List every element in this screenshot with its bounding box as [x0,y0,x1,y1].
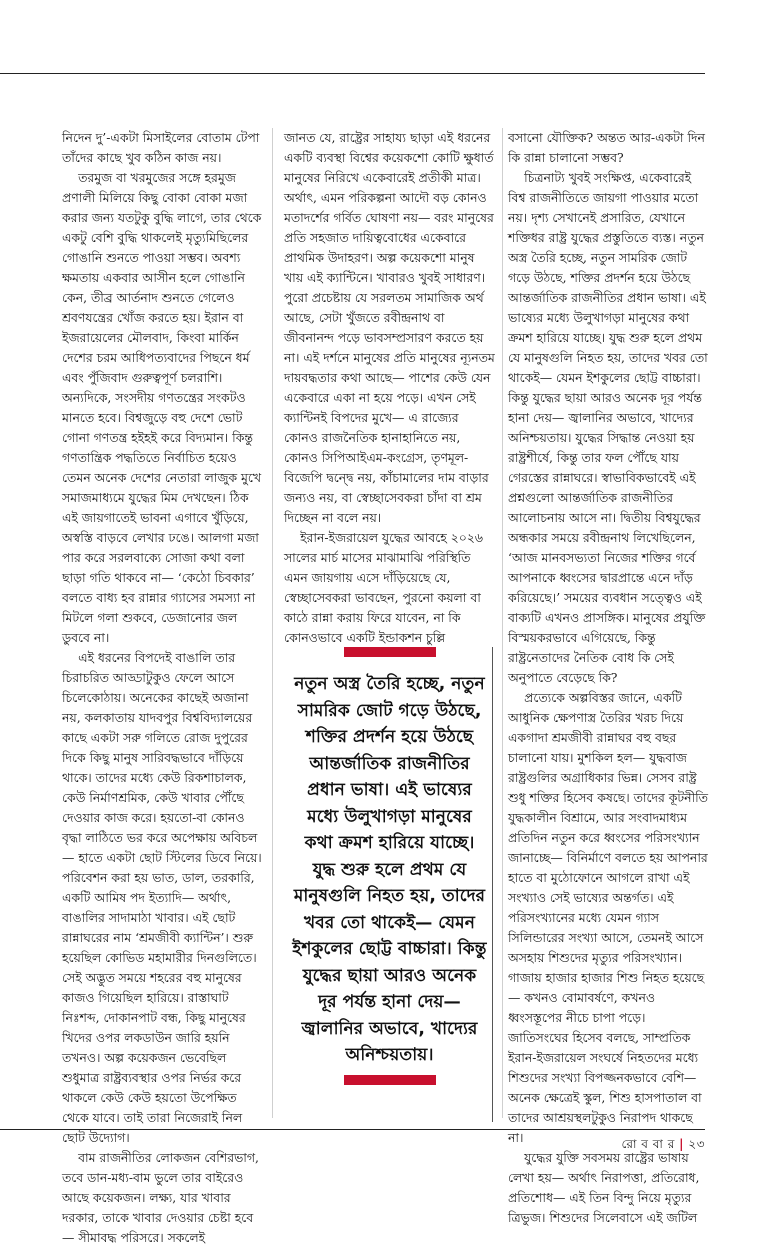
paragraph: ইরান-ইজরায়েল যুদ্ধের আবহে ২০২৬ সালের মার্চ মাসের মাঝামাঝি পরিস্থিতি এমন জায়গায় এসে দাঁড়িয়েছে যে, স্বেচ্ছাসেবকরা ভাবছেন, পুরনো কয়লা বা কাঠে রান্না করায় ফিরে যাবেন, না কি কোনওভাবে একটি ইন্ডাকশন চুল্লি [284,530,483,645]
paragraph: জানত যে, রাষ্ট্রের সাহায্য ছাড়া এই ধরনের একটি ব্যবস্থা বিশ্বের কয়েকশো কোটি ক্ষুধার্ত মানুষের নিরিখে একেবারেই প্রতীকী মাত্র। অর্থাৎ, এমন পরিকল্পনা আদৌ বড় কোনও মতাদর্শের গর্বিত ঘোষণা নয়— বরং মানুষের প্রতি সহজাত দায়িত্ববোধের একেবারে প্রাথমিক উদাহরণ। অল্প কয়েকশো মানুষ খায় এই ক্যান্টিনে। খাবারও খুবই সাধারণ। পুরো প্রচেষ্টায় যে সরলতম সামাজিক অর্থ আছে, সেটা খুঁজতে রবীন্দ্রনাথ বা জীবনানন্দ পড়ে ভাবসম্প্রসারণ করতে হয় না। এই দর্শনে মানুষের প্রতি মানুষের ন্যূনতম দায়বদ্ধতার কথা আছে— পাশের কেউ যেন একেবারে একা না হয়ে পড়ে। এখন সেই ক্যান্টিনই বিপদের মুখে— এ রাজ্যের কোনও রাজনৈতিক হানাহানিতে নয়, কোনও সিপিআইএম-কংগ্রেস, তৃণমূল-বিজেপি দ্বন্দ্বে নয়, কাঁচামালের দাম বাড়ার জন্যও নয়, বা স্বেচ্ছাসেবকরা চাঁদা বা শ্রম দিচ্ছেন না বলে নয়। [284,130,495,525]
paragraph: বাম রাজনীতির লোকজন বেশিরভাগ, তবে ডান-মধ্য-বাম ভুলে তার বাইরেও আছে কয়েকজন। লক্ষ্য, যার খাবার দরকার, তাকে খাবার দেওয়ার চেষ্টা হবে— সীমাবদ্ধ পরিসরে। সকলেই [62,1150,259,1245]
top-rule [0,73,705,74]
column-divider [502,128,503,1118]
pull-quote [287,647,493,1122]
paragraph: নিদেন দু’-একটা মিসাইলের বোতাম টেপা তাঁদের কাছে খুব কঠিন কাজ নয়। [62,130,260,165]
column-divider [272,128,273,1118]
paragraph: তরমুজ বা খরমুজের সঙ্গে হরমুজ প্রণালী মিলিয়ে কিছু বোকা বোকা মজা করার জন্য যতটুকু বুদ্ধি লাগে, তার থেকে একটু বেশি বুদ্ধি থাকলেই মৃত্যুমিছিলের গোঙানি শুনতে পাওয়া সম্ভব। অবশ্য ক্ষমতায় একবার আসীন হলে গোঙানি কেন, তীব্র আর্তনাদ শুনতে গেলেও শ্রবণযন্ত্রের খোঁজ করতে হয়। ইরান বা ইজরায়েলের মৌলবাদ, কিংবা মার্কিন দেশের চরম আধিপত্যবাদের পিছনে ধর্ম এবং পুঁজিবাদ গুরুত্বপূর্ণ চলরাশি। অন্যদিকে, সংসদীয় গণতন্ত্রের সংকটও মানতে হবে। বিশ্বজুড়ে বহু দেশে ভোট গোনা গণতন্ত্র হইহই করে বিদ্যমান। কিন্তু গণতান্ত্রিক পদ্ধতিতে নির্বাচিত হয়েও তেমন অনেক দেশের নেতারা লাজুক মুখে সমাজমাধ্যমে যুদ্ধের মিম দেখছেন। ঠিক এই জায়গাতেই ভাবনা এগাবে খুঁড়িয়ে, অস্বস্তি বাড়বে লেখার ঢঙে। আলগা মজা পার করে সরলবাক্যে সোজা কথা বলা ছাড়া গতি থাকবে না— ‘কেঠো চিবকার’ বলতে বাধ্য হব রান্নার গ্যাসের সমস্যা না মিটলে গলা শুকবে, ডেজানোর জল ডুববে না। [62,170,262,645]
article-column-3 [508,128,708,1228]
pull-quote-text: নতুন অস্ত্র তৈরি হচ্ছে, নতুন সামরিক জোট গড়ে উঠছে, শক্তির প্রদর্শন হয়ে উঠছে আন্তর্জাতিক রাজনীতির প্রধান ভাষা। এই ভাষ্যের মধ্যে উলুখাগড়া মানুষের কথা ক্রমশ হারিয়ে যাচ্ছে। যুদ্ধ শুরু হলে প্রথম যে মানুষগুলি নিহত হয়, তাদের খবর তো থাকেই— যেমন ইশকুলের ছোট্ট বাচ্চারা। কিন্তু যুদ্ধের ছায়া আরও অনেক দূর পর্যন্ত হানা দেয়— জ্বালানির অভাবে, খাদ্যের অনিশ্চয়তায়। [292,674,487,1065]
paragraph: বসানো যৌক্তিক? অন্তত আর-একটা দিন কি রান্না চালানো সম্ভব? [508,130,705,165]
article-column-1 [62,128,265,1248]
page-number: ২৩ [688,1137,705,1151]
pull-quote-top-bar [344,647,436,657]
paragraph: যুদ্ধের যুক্তি সবসময় রাষ্ট্রের ভাষায় লেখা হয়— অর্থাৎ নিরাপত্তা, প্রতিরোধ, প্রতিশোধ— এই তিন বিন্দু নিয়ে মৃত্যুর ত্রিভুজ। শিশুদের সিলেবাসে এই জটিল [508,1150,700,1225]
bottom-rule [0,1129,705,1130]
paragraph: প্রত্যেকে অল্পবিস্তর জানে, একটি আধুনিক ক্ষেপণাস্ত্র তৈরির খরচ দিয়ে একগাদা শ্রমজীবী রান্নাঘর বহু বছর চালানো যায়। মুশকিল হল— যুদ্ধবাজ রাষ্ট্রগুলির অগ্রাধিকার ভিন্ন। সেসব রাষ্ট্র শুধু শক্তির হিসেব কষছে। তাদের কূটনীতি যুদ্ধকালীন বিশ্রামে, আর সংবাদমাধ্যম প্রতিদিন নতুন করে ধ্বংসের পরিসংখ্যান জানাচ্ছে— বিনির্মাণে বলতে হয় আপনার হাতে বা মুঠোফোনে আগলে রাখা এই সংখ্যাও সেই ভাষ্যের অন্তর্গত। এই পরিসংখ্যানের মধ্যে যেমন গ্যাস সিলিন্ডারের সংখ্যা আসে, তেমনই আসে অসহায় শিশুদের মৃত্যুর পরিসংখ্যান। গাজায় হাজার হাজার শিশু নিহত হয়েছে— কখনও বোমাবর্ষণে, কখনও ধ্বংসস্তূপের নীচে চাপা পড়ে। জাতিসংঘের হিসেব বলছে, সাম্প্রতিক ইরান-ইজরায়েল সংঘর্ষে নিহতদের মধ্যে শিশুদের সংখ্যা বিপজ্জনকভাবে বেশি— অনেক ক্ষেত্রেই স্কুল, শিশু হাসপাতাল বা তাদের আশ্রয়স্থলটুকুও নিরাপদ থাকছে না। [508,690,708,1145]
article-column-2 [284,128,496,648]
paragraph: এই ধরনের বিপদেই বাঙালি তার চিরাচরিত আড্ডাটুকুও ফেলে আসে চিলেকোঠায়। অনেকের কাছেই অজানা নয়, কলকাতায় যাদবপুর বিশ্ববিদ্যালয়ের কাছে একটা সরু গলিতে রোজ দুপুরের দিকে কিছু মানুষ সারিবদ্ধভাবে দাঁড়িয়ে থাকে। তাদের মধ্যে কেউ রিকশাচালক, কেউ নির্মাণশ্রমিক, কেউ খাবার পৌঁছে দেওয়ার কাজ করে। হয়তো-বা কোনও বৃদ্ধা লাঠিতে ভর করে অপেক্ষায় অবিচল— হাতে একটা ছোট স্টিলের ডিবে নিয়ে। পরিবেশন করা হয় ভাত, ডাল, তরকারি, একটি আমিষ পদ ইত্যাদি— অর্থাৎ, বাঙালির সাদামাঠা খাবার। এই ছোট রান্নাঘরের নাম ‘শ্রমজীবী ক্যান্টিন’। শুরু হয়েছিল কোভিড মহামারীর দিনগুলিতে। সেই অদ্ভুত সময়ে শহরের বহু মানুষের কাজও গিয়েছিল হারিয়ে। রাস্তাঘাট নিঃশব্দ, দোকানপাট বন্ধ, কিছু মানুষের খিদের ওপর লকডাউন জারি হয়নি তখনও। অল্প কয়েকজন ভেবেছিল শুধুমাত্র রাষ্ট্রব্যবস্থার ওপর নির্ভর করে থাকলে কেউ কেউ হয়তো উপেক্ষিত থেকে যাবে। তাই তারা নিজেরাই নিল ছোট উদ্যোগ। [62,650,262,1145]
page-footer [622,1136,706,1156]
footer-separator: | [679,1137,685,1151]
pull-quote-bottom-bar [344,1075,436,1085]
paragraph: চিত্রনাট্য খুবই সংক্ষিপ্ত, একেবারেই বিশ্ব রাজনীতিতে জায়গা পাওয়ার মতো নয়। দৃশ্য সেখানেই প্রসারিত, যেখানে শক্তিধর রাষ্ট্র যুদ্ধের প্রস্তুতিতে ব্যস্ত। নতুন অস্ত্র তৈরি হচ্ছে, নতুন সামরিক জোট গড়ে উঠছে, শক্তির প্রদর্শন হয়ে উঠছে আন্তর্জাতিক রাজনীতির প্রধান ভাষা। এই ভাষ্যের মধ্যে উলুখাগড়া মানুষের কথা ক্রমশ হারিয়ে যাচ্ছে। যুদ্ধ শুরু হলে প্রথম যে মানুষগুলি নিহত হয়, তাদের খবর তো থাকেই— যেমন ইশকুলের ছোট্ট বাচ্চারা। কিন্তু যুদ্ধের ছায়া আরও অনেক দূর পর্যন্ত হানা দেয়— জ্বালানির অভাবে, খাদ্যের অনিশ্চয়তায়। যুদ্ধের সিদ্ধান্ত নেওয়া হয় রাষ্ট্রশীর্ষে, কিন্তু তার ফল পৌঁছে যায় গেরস্তের রান্নাঘরে। স্বাভাবিকভাবেই এই প্রশ্নগুলো আন্তর্জাতিক রাজনীতির আলোচনায় আসে না। দ্বিতীয় বিশ্বযুদ্ধের অন্ধকার সময়ে রবীন্দ্রনাথ লিখেছিলেন, ‘আজ মানবসভ্যতা নিজের শক্তির গর্বে আপনাকে ধ্বংসের দ্বারপ্রান্তে এনে দাঁড় করিয়েছে।’ সময়ের ব্যবধান সত্ত্বেও এই বাক্যটি এখনও প্রাসঙ্গিক। মানুষের প্রযুক্তি বিস্ময়করভাবে এগিয়েছে, কিন্তু রাষ্ট্রনেতাদের নৈতিক বোধ কি সেই অনুপাতে বেড়েছে কি? [508,170,708,685]
magazine-name: রো ব বা র [621,1137,675,1151]
